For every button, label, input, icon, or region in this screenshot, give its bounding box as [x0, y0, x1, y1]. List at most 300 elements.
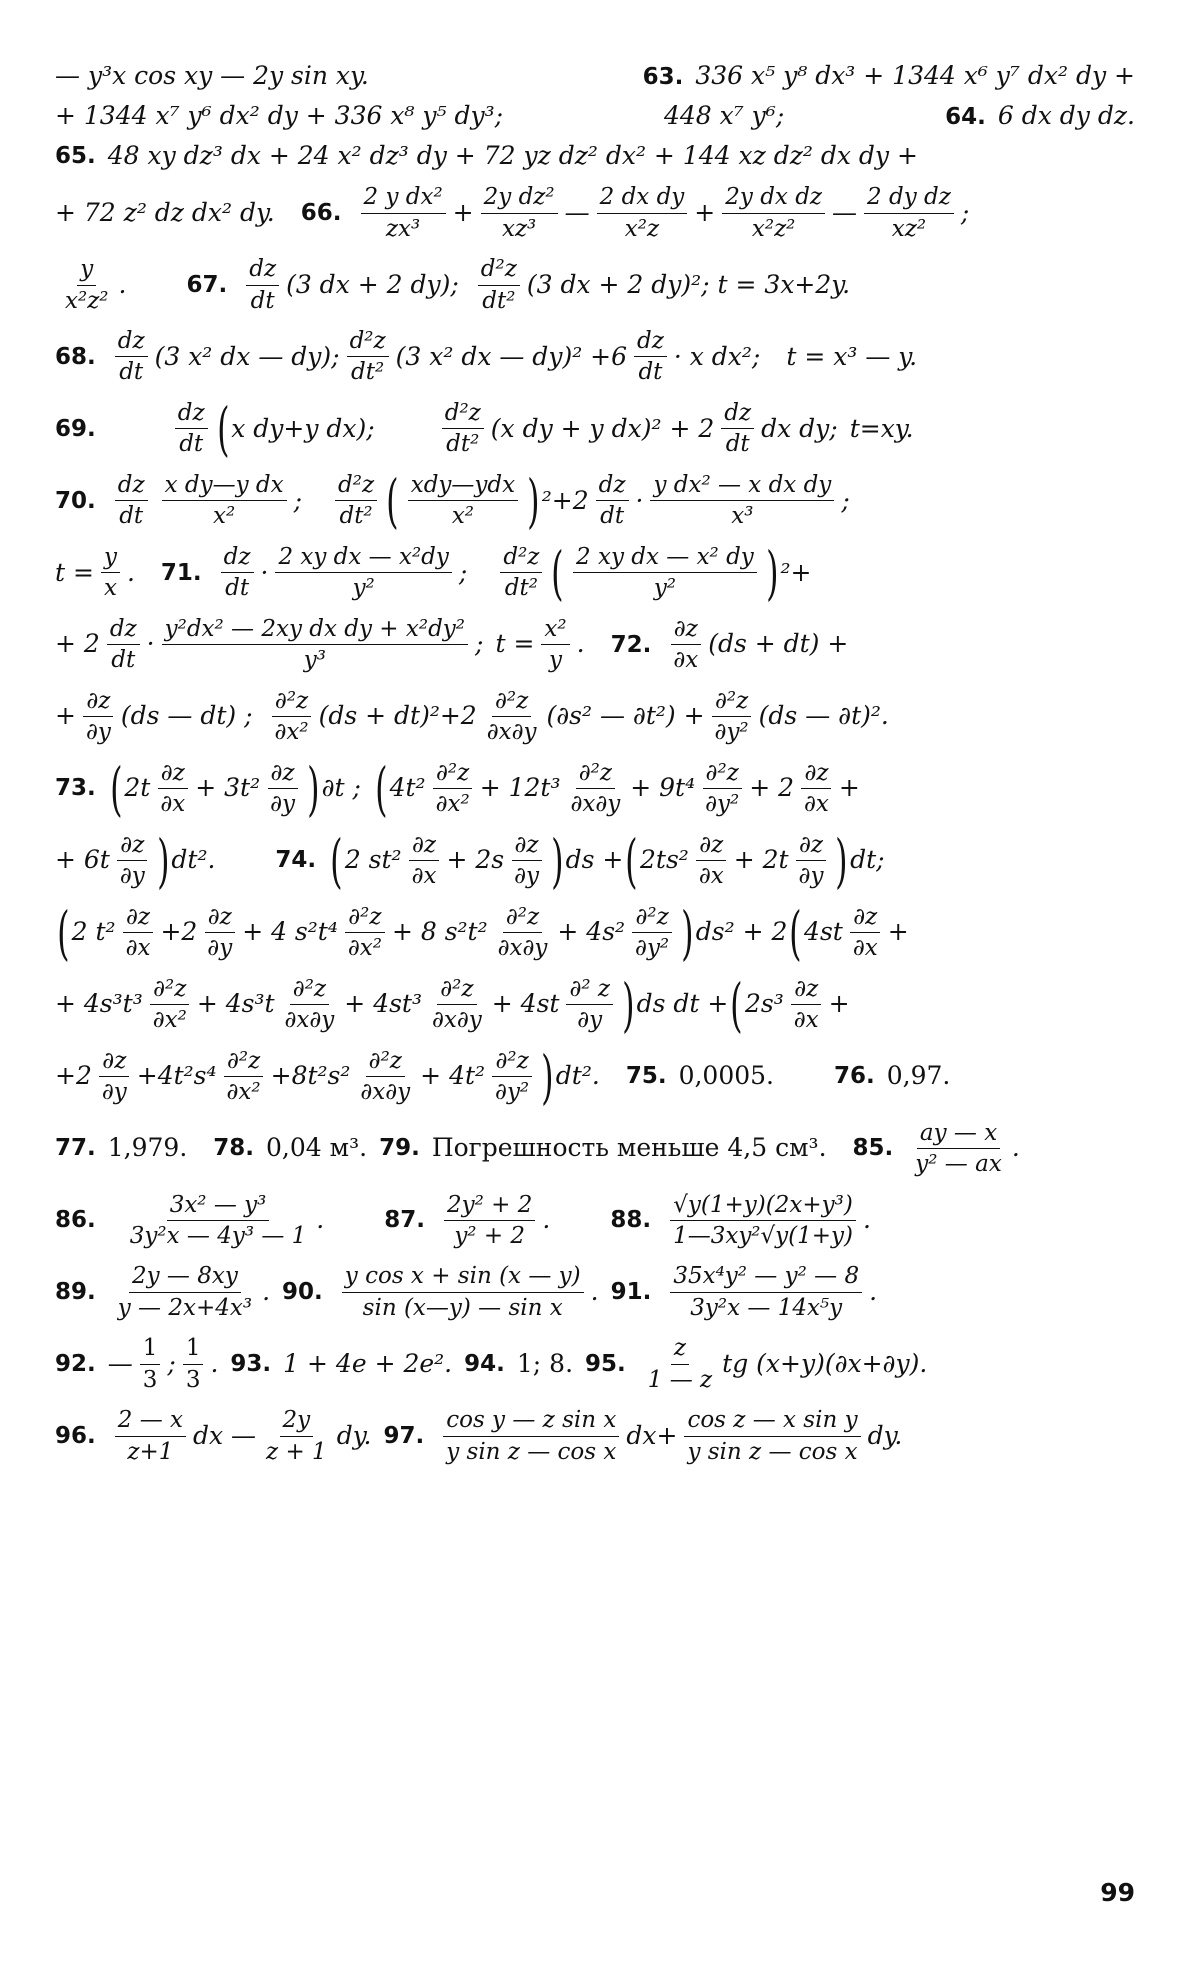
- operator: —: [564, 197, 590, 227]
- fraction: [567, 760, 623, 818]
- fraction: [721, 400, 754, 458]
- answer-69-text: x dy+y dx);: [231, 413, 375, 443]
- fraction-denominator: y³: [303, 647, 326, 674]
- fraction-numerator: 2 — x: [115, 1407, 186, 1436]
- fraction-numerator: 2 dy dz: [864, 184, 954, 213]
- operator: ·: [146, 629, 155, 659]
- fraction-denominator: ∂x∂y: [432, 1007, 482, 1034]
- fraction-denominator: ∂y: [514, 863, 539, 890]
- fraction-numerator: dz: [221, 544, 254, 573]
- fraction-numerator: ∂²z: [224, 1048, 263, 1077]
- fraction: [115, 1263, 255, 1321]
- punctuation: .: [590, 1276, 599, 1306]
- fraction: [140, 1335, 161, 1393]
- operator: +: [828, 989, 850, 1019]
- fraction-numerator: d²z: [335, 472, 377, 501]
- answer-line: [55, 142, 1135, 171]
- fraction: [712, 688, 752, 746]
- answer-74-text: + 2t: [733, 845, 789, 875]
- fraction-numerator: 3x² — y³: [167, 1192, 270, 1221]
- fraction: [791, 976, 822, 1034]
- fraction-denominator: zx³: [385, 215, 421, 242]
- fraction-numerator: ∂z: [409, 832, 439, 861]
- answer-72-text: (ds — dt) ;: [120, 701, 253, 731]
- answer-74-text: 4st: [804, 917, 843, 947]
- fraction: [267, 760, 298, 818]
- fraction-denominator: ∂y: [85, 719, 111, 746]
- answer-67-text: (3 dx + 2 dy)²; t = 3x+2y.: [526, 269, 851, 299]
- fraction-denominator: 1 — z: [647, 1366, 713, 1393]
- fraction-denominator: ∂y²: [635, 935, 670, 962]
- fraction: [596, 472, 629, 530]
- fraction-numerator: ∂²z: [492, 1048, 531, 1077]
- exponent: ²: [541, 485, 552, 515]
- fraction-denominator: ∂x∂y: [570, 791, 621, 818]
- answer-74-text: +2: [55, 1061, 92, 1091]
- fraction-denominator: z + 1: [266, 1438, 327, 1465]
- answer-97-text: dy.: [867, 1420, 903, 1450]
- punctuation: .: [542, 1205, 551, 1235]
- fraction-denominator: xz³: [501, 215, 537, 242]
- fraction-numerator: ∂²z: [272, 688, 311, 717]
- fraction-denominator: 3y²x — 14x⁵y: [690, 1294, 843, 1321]
- fraction: [801, 760, 832, 818]
- fraction-denominator: x: [103, 575, 117, 602]
- fraction-numerator: d²z: [442, 400, 484, 429]
- fraction-denominator: y — 2x+4x³: [117, 1294, 253, 1321]
- answer-65-cont: + 72 z² dz dx² dy.: [55, 197, 275, 227]
- fraction-denominator: ∂y²: [714, 719, 749, 746]
- right-paren: ): [551, 826, 564, 895]
- answer-96-text: dy.: [336, 1420, 372, 1450]
- answer-74-text: + 4s³t: [196, 989, 275, 1019]
- answer-line: [55, 688, 1135, 746]
- right-paren: ): [156, 826, 170, 895]
- punctuation: .: [262, 1276, 271, 1306]
- fraction-denominator: ∂x: [793, 1007, 819, 1034]
- fraction: [670, 1263, 862, 1321]
- fraction: [127, 1192, 310, 1250]
- answer-62-tail: — y³x cos xy — 2y sin xy.: [55, 61, 369, 90]
- answer-73-text: + 2: [749, 773, 795, 803]
- answer-line: [55, 1042, 1135, 1111]
- fraction: [335, 472, 377, 530]
- operator: ·: [635, 485, 644, 515]
- fraction: [495, 904, 551, 962]
- fraction-numerator: ∂²z: [703, 760, 742, 789]
- left-paren: (: [57, 898, 70, 967]
- answer-line: [55, 394, 1135, 463]
- fraction: [357, 1048, 413, 1106]
- operator: +: [790, 557, 812, 587]
- answer-number: 97.: [383, 1422, 425, 1449]
- fraction-numerator: 1: [140, 1335, 161, 1364]
- fraction: [444, 1192, 535, 1250]
- answer-63-cont: + 1344 x⁷ y⁶ dx² dy + 336 x⁸ y⁵ dy³;: [55, 100, 504, 130]
- answer-73-text: + 3t²: [195, 773, 261, 803]
- punctuation: .: [869, 1276, 878, 1306]
- fraction: [115, 1407, 186, 1465]
- fraction-denominator: xz²: [891, 215, 927, 242]
- fraction: [573, 544, 757, 602]
- fraction-denominator: ∂x∂y: [486, 719, 537, 746]
- fraction-numerator: 2y: [280, 1407, 314, 1436]
- fraction: [696, 832, 727, 890]
- answer-74-text: ds +: [565, 845, 624, 875]
- answer-74-text: + 4t²: [420, 1061, 486, 1091]
- fraction-denominator: ∂x²: [435, 791, 470, 818]
- answer-line: [55, 328, 1135, 386]
- fraction-denominator: y² + 2: [454, 1222, 526, 1249]
- fraction-denominator: 3: [185, 1366, 201, 1393]
- answer-line: [55, 616, 1135, 674]
- fraction: [702, 760, 742, 818]
- fraction-denominator: ∂x: [804, 791, 829, 818]
- fraction-numerator: dz: [596, 472, 629, 501]
- fraction-numerator: dz: [107, 616, 140, 645]
- fraction-denominator: sin (x—y) — sin x: [362, 1294, 563, 1321]
- fraction-numerator: 2 xy dx — x² dy: [573, 544, 757, 573]
- fraction-denominator: 3: [142, 1366, 158, 1393]
- answer-68-text: (3 x² dx — dy)² +6: [395, 341, 628, 371]
- operator: +: [887, 917, 909, 947]
- answer-line: [55, 538, 1135, 607]
- answer-line: [55, 466, 1135, 535]
- fraction: [117, 832, 148, 890]
- fraction-numerator: ∂z: [158, 760, 188, 789]
- fraction: [409, 832, 440, 890]
- fraction-denominator: 3y²x — 4y³ — 1: [129, 1222, 307, 1249]
- fraction-denominator: ∂x²: [347, 935, 382, 962]
- fraction: [157, 760, 188, 818]
- fraction-denominator: x²: [451, 503, 475, 530]
- fraction-denominator: dt²: [504, 575, 538, 602]
- answer-number: 76.: [834, 1063, 875, 1090]
- fraction-numerator: ∂²z: [290, 976, 329, 1005]
- answer-74-text: +2: [160, 917, 198, 947]
- answer-number: 87.: [384, 1207, 425, 1234]
- answer-number: 92.: [55, 1350, 96, 1377]
- left-paren: (: [730, 970, 743, 1039]
- fraction-numerator: d²z: [347, 328, 389, 357]
- fraction-numerator: 1: [183, 1335, 204, 1364]
- fraction-denominator: ∂x²: [226, 1079, 261, 1106]
- fraction-denominator: x³: [731, 503, 754, 530]
- fraction-denominator: x²z: [624, 215, 660, 242]
- fraction-denominator: ∂y: [101, 1079, 127, 1106]
- answer-number: 63.: [642, 64, 684, 90]
- fraction-numerator: √y(1+y)(2x+y³): [670, 1192, 856, 1221]
- fraction: [443, 1407, 619, 1465]
- answer-73-text: + 6t: [55, 845, 110, 875]
- fraction-denominator: dt: [600, 503, 625, 530]
- fraction: [175, 400, 208, 458]
- right-paren: ): [765, 538, 779, 607]
- fraction-denominator: dt: [638, 359, 663, 386]
- answer-number: 68.: [55, 343, 96, 370]
- answer-63-end: 448 x⁷ y⁶;: [663, 100, 785, 130]
- answer-73-text: + 12t³: [479, 773, 561, 803]
- fraction-denominator: x²z²: [65, 287, 109, 314]
- answer-74-text: 2s³: [745, 989, 784, 1019]
- answer-72-text: (ds + dt)²+2: [318, 701, 477, 731]
- answer-number: 77.: [55, 1135, 96, 1162]
- fraction: [850, 904, 881, 962]
- fraction-denominator: ∂x: [673, 647, 699, 674]
- answer-65-text: 48 xy dz³ dx + 24 x² dz³ dy + 72 yz dz² dx² + 144 xz dz² dx dy +: [107, 140, 918, 170]
- fraction-numerator: ∂²z: [150, 976, 189, 1005]
- answer-97-text: dx+: [626, 1420, 678, 1450]
- answer-line: [55, 1335, 1135, 1393]
- fraction-numerator: x²: [541, 616, 569, 645]
- fraction-numerator: ∂z: [83, 688, 113, 717]
- answer-number: 89.: [55, 1279, 96, 1306]
- punctuation: ;: [458, 557, 468, 587]
- fraction-numerator: 2 xy dx — x²dy: [275, 544, 451, 573]
- fraction-numerator: ∂z: [696, 832, 726, 861]
- fraction-denominator: y²: [653, 575, 677, 602]
- fraction: [62, 256, 112, 314]
- fraction-numerator: y dx² — x dx dy: [650, 472, 834, 501]
- answer-number: 78.: [213, 1135, 255, 1162]
- fraction-denominator: dt: [111, 647, 136, 674]
- answer-69-text: dx dy;: [761, 413, 838, 443]
- answer-74-text: ds dt +: [636, 989, 729, 1019]
- right-paren: ): [681, 898, 694, 967]
- answer-78-value: 0,04 м³.: [266, 1133, 368, 1163]
- answer-74-text: dt;: [850, 845, 885, 875]
- fraction-numerator: 2y dx dz: [722, 184, 825, 213]
- answer-74-text: +4t²s⁴: [136, 1061, 217, 1091]
- operator: ·: [260, 557, 269, 587]
- fraction-numerator: 2 dx dy: [597, 184, 688, 213]
- fraction-denominator: ∂y: [577, 1007, 603, 1034]
- answer-73-text: + 9t⁴: [630, 773, 696, 803]
- fraction: [541, 616, 569, 674]
- fraction: [345, 904, 385, 962]
- fraction-denominator: ∂x²: [152, 1007, 187, 1034]
- fraction-numerator: ∂²z: [492, 688, 531, 717]
- fraction-numerator: dz: [246, 256, 279, 285]
- answer-63-text: 336 x⁵ y⁸ dx³ + 1344 x⁶ y⁷ dx² dy +: [695, 61, 1135, 90]
- fraction-numerator: dz: [175, 400, 208, 429]
- answer-71-text: + 2: [55, 629, 100, 659]
- fraction-numerator: dz: [115, 328, 148, 357]
- punctuation: .: [576, 629, 585, 659]
- fraction-numerator: ∂z: [671, 616, 701, 645]
- fraction-numerator: ∂z: [791, 976, 821, 1005]
- answer-74-text: 2 t²: [71, 917, 116, 947]
- answer-number: 90.: [282, 1279, 323, 1306]
- answer-line: [55, 102, 1135, 131]
- answer-number: 70.: [55, 487, 96, 514]
- fraction: [433, 760, 473, 818]
- fraction-numerator: 35x⁴y² — y² — 8: [670, 1263, 862, 1292]
- fraction: [101, 544, 120, 602]
- fraction-denominator: ∂y²: [495, 1079, 530, 1106]
- answer-74-text: + 4s³t³: [55, 989, 143, 1019]
- fraction-denominator: y sin z — cos x: [687, 1438, 858, 1465]
- fraction-denominator: y²: [352, 575, 375, 602]
- left-paren: (: [330, 826, 343, 895]
- answer-74-text: +8t²s²: [270, 1061, 351, 1091]
- fraction-denominator: ∂x: [852, 935, 878, 962]
- fraction: [115, 328, 148, 386]
- answer-number: 88.: [610, 1207, 652, 1234]
- fraction-numerator: z: [671, 1335, 689, 1364]
- fraction: [204, 904, 235, 962]
- fraction-numerator: ∂²z: [366, 1048, 405, 1077]
- exponent: ²: [780, 557, 791, 587]
- fraction-denominator: ∂x²: [274, 719, 309, 746]
- answer-number: 75.: [625, 1063, 667, 1090]
- fraction-numerator: dz: [115, 472, 148, 501]
- fraction: [183, 1335, 204, 1393]
- fraction-numerator: ∂²z: [576, 760, 615, 789]
- fraction: [221, 544, 254, 602]
- fraction-denominator: ∂x∂y: [497, 935, 548, 962]
- fraction-denominator: dt: [225, 575, 250, 602]
- answer-73-text: ∂t ;: [321, 773, 361, 803]
- right-paren: ): [835, 826, 848, 895]
- answer-line: [55, 1192, 1135, 1250]
- answer-number: 86.: [55, 1207, 96, 1234]
- punctuation: ;: [167, 1348, 176, 1378]
- answer-63-group: [643, 62, 1135, 91]
- fraction: [162, 472, 287, 530]
- fraction-denominator: dt²: [446, 431, 480, 458]
- fraction: [107, 616, 140, 674]
- answer-74-text: 2ts²: [640, 845, 689, 875]
- fraction-numerator: 2y dz²: [481, 184, 558, 213]
- fraction: [632, 904, 672, 962]
- answer-line: [55, 898, 1135, 967]
- left-paren: (: [386, 466, 399, 535]
- fraction: [272, 688, 312, 746]
- fraction: [224, 1048, 264, 1106]
- fraction-numerator: cos y — z sin x: [443, 1407, 619, 1436]
- answer-line: [55, 1120, 1135, 1178]
- fraction-denominator: dt²: [351, 359, 385, 386]
- fraction-denominator: ∂x: [411, 863, 437, 890]
- fraction-denominator: ∂y²: [705, 791, 740, 818]
- fraction: [684, 1407, 860, 1465]
- answer-73-text: 2t: [124, 773, 151, 803]
- fraction-numerator: y: [77, 256, 96, 285]
- fraction-denominator: ∂x∂y: [360, 1079, 411, 1106]
- left-paren: (: [625, 826, 638, 895]
- fraction-denominator: y: [549, 647, 562, 674]
- answer-72-text: (∂s² — ∂t²) +: [546, 701, 705, 731]
- left-paren: (: [216, 394, 230, 463]
- answer-74-text: dt².: [555, 1061, 600, 1091]
- fraction-denominator: ∂y: [270, 791, 295, 818]
- answer-line: [55, 62, 1135, 91]
- answer-number: 93.: [230, 1350, 272, 1377]
- answer-line: [55, 1407, 1135, 1465]
- answer-number: 79.: [379, 1135, 420, 1162]
- punctuation: .: [863, 1205, 871, 1235]
- operator: +: [452, 197, 474, 227]
- right-paren: ): [622, 970, 635, 1039]
- left-paren: (: [375, 754, 388, 823]
- answer-number: 65.: [55, 142, 96, 169]
- fraction-numerator: ∂²z: [503, 904, 542, 933]
- fraction-numerator: xdy—ydx: [408, 472, 518, 501]
- left-paren: (: [551, 538, 564, 607]
- answer-74-text: ds² + 2: [695, 917, 788, 947]
- fraction: [263, 1407, 330, 1465]
- fraction-denominator: dt: [119, 503, 144, 530]
- answer-number: 72.: [610, 631, 652, 658]
- fraction-numerator: ∂z: [850, 904, 880, 933]
- punctuation: .: [1011, 1133, 1020, 1163]
- fraction-numerator: dz: [721, 400, 754, 429]
- fraction: [912, 1120, 1005, 1178]
- answer-96-text: dx —: [192, 1420, 257, 1450]
- fraction-denominator: 1—3xy²√y(1+y): [673, 1222, 854, 1249]
- operator: +: [694, 197, 716, 227]
- answer-line: [55, 754, 1135, 823]
- fraction-numerator: ∂²z: [632, 904, 671, 933]
- fraction: [484, 688, 540, 746]
- fraction-denominator: ∂x: [698, 863, 724, 890]
- fraction-denominator: dt: [179, 431, 204, 458]
- fraction-numerator: ∂²z: [437, 976, 476, 1005]
- answer-number: 91.: [610, 1279, 652, 1306]
- operator: —: [107, 1348, 133, 1378]
- fraction-numerator: d²z: [500, 544, 542, 573]
- fraction: [511, 832, 542, 890]
- answer-number: 73.: [55, 775, 96, 802]
- fraction-numerator: ∂²z: [433, 760, 472, 789]
- answer-68-text: · x dx²;: [673, 341, 761, 371]
- answer-68-text: (3 x² dx — dy);: [154, 341, 340, 371]
- fraction: [500, 544, 542, 602]
- fraction: [670, 1192, 856, 1250]
- fraction-numerator: ∂z: [117, 832, 147, 861]
- fraction-denominator: ∂y: [119, 863, 145, 890]
- fraction-denominator: y sin z — cos x: [446, 1438, 617, 1465]
- fraction-numerator: ∂z: [205, 904, 235, 933]
- answer-line: [55, 1263, 1135, 1321]
- punctuation: .: [316, 1205, 325, 1235]
- fraction-numerator: ay — x: [917, 1120, 1000, 1149]
- fraction: [361, 184, 446, 242]
- fraction-denominator: ∂x∂y: [284, 1007, 335, 1034]
- answer-70-text: +2: [551, 485, 589, 515]
- answer-69-text: t=xy.: [849, 413, 914, 443]
- fraction: [150, 976, 190, 1034]
- answer-74-text: 2 st²: [344, 845, 402, 875]
- answer-number: 64.: [945, 103, 986, 130]
- answer-73-text: 4t²: [389, 773, 426, 803]
- page-number: 99: [1100, 1878, 1135, 1907]
- fraction-numerator: ∂z: [512, 832, 542, 861]
- fraction: [478, 256, 520, 314]
- fraction-numerator: ∂z: [801, 760, 831, 789]
- fraction: [566, 976, 613, 1034]
- fraction-numerator: ∂z: [123, 904, 153, 933]
- fraction-numerator: ∂z: [268, 760, 298, 789]
- fraction: [115, 472, 148, 530]
- fraction-numerator: x dy—y dx: [162, 472, 287, 501]
- fraction-numerator: ∂²z: [345, 904, 384, 933]
- answer-number: 96.: [55, 1422, 96, 1449]
- answer-71-text: t =: [495, 629, 535, 659]
- answer-75-value: 0,0005.: [678, 1061, 775, 1091]
- fraction: [342, 1263, 584, 1321]
